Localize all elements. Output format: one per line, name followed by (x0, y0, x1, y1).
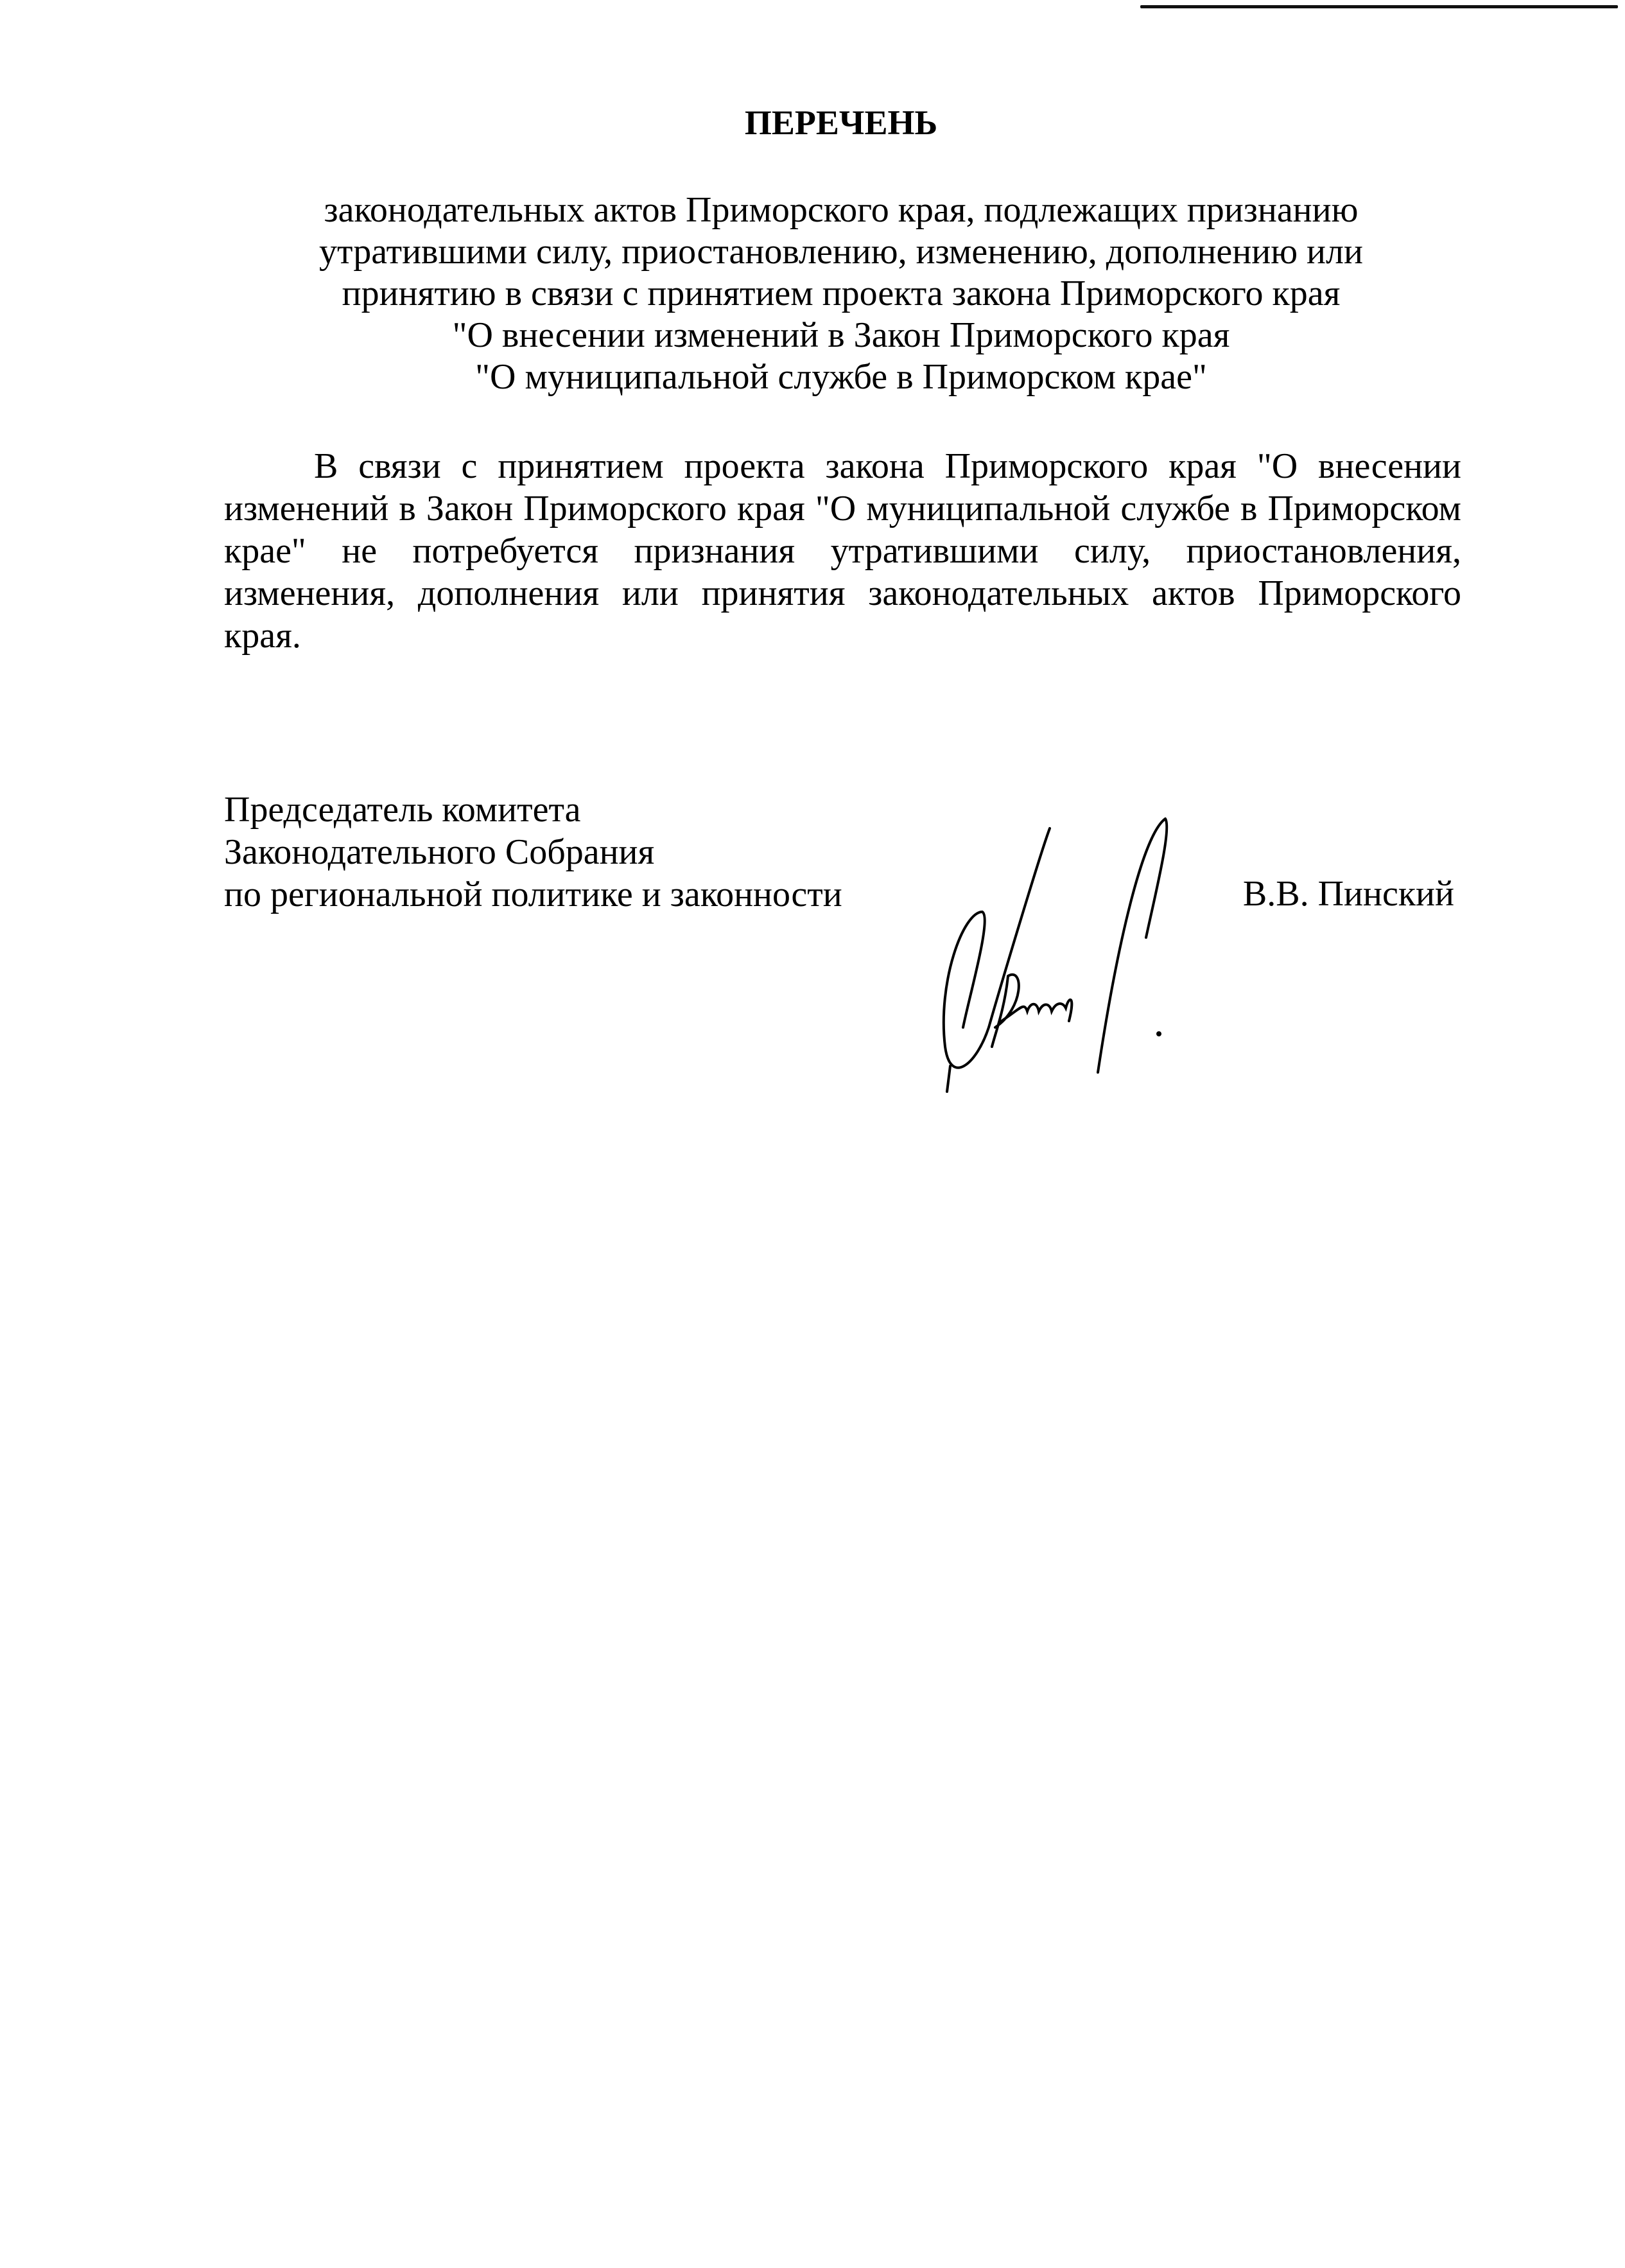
document-title: ПЕРЕЧЕНЬ (744, 103, 938, 142)
signatory-position (224, 789, 842, 916)
body-paragraph: В связи с принятием проекта закона Приморского края "О внесении изменений в Закон Приморского края "О муниципальной службе в Приморском крае" не потребуется признания утратившими силу, приостановления, изменения, дополнения или принятия законодательных актов Приморского края. (224, 446, 1461, 656)
position-line: Председатель комитета (224, 790, 581, 830)
subtitle-line: законодательных актов Приморского края, подлежащих признанию (324, 190, 1359, 230)
handwritten-signature (912, 816, 1207, 1098)
position-line: по региональной политике и законности (224, 875, 842, 914)
document-subtitle (0, 189, 1625, 398)
position-line: Законодательного Собрания (224, 832, 655, 872)
subtitle-line: "О муниципальной службе в Приморском крае" (475, 357, 1207, 397)
signatory-name: В.В. Пинский (1242, 874, 1454, 914)
subtitle-line: утратившими силу, приостановлению, изменению, дополнению или (319, 232, 1363, 272)
subtitle-line: "О внесении изменений в Закон Приморского края (452, 315, 1230, 355)
scan-edge-line (1140, 5, 1618, 8)
subtitle-line: принятию в связи с принятием проекта закона Приморского края (342, 274, 1341, 313)
